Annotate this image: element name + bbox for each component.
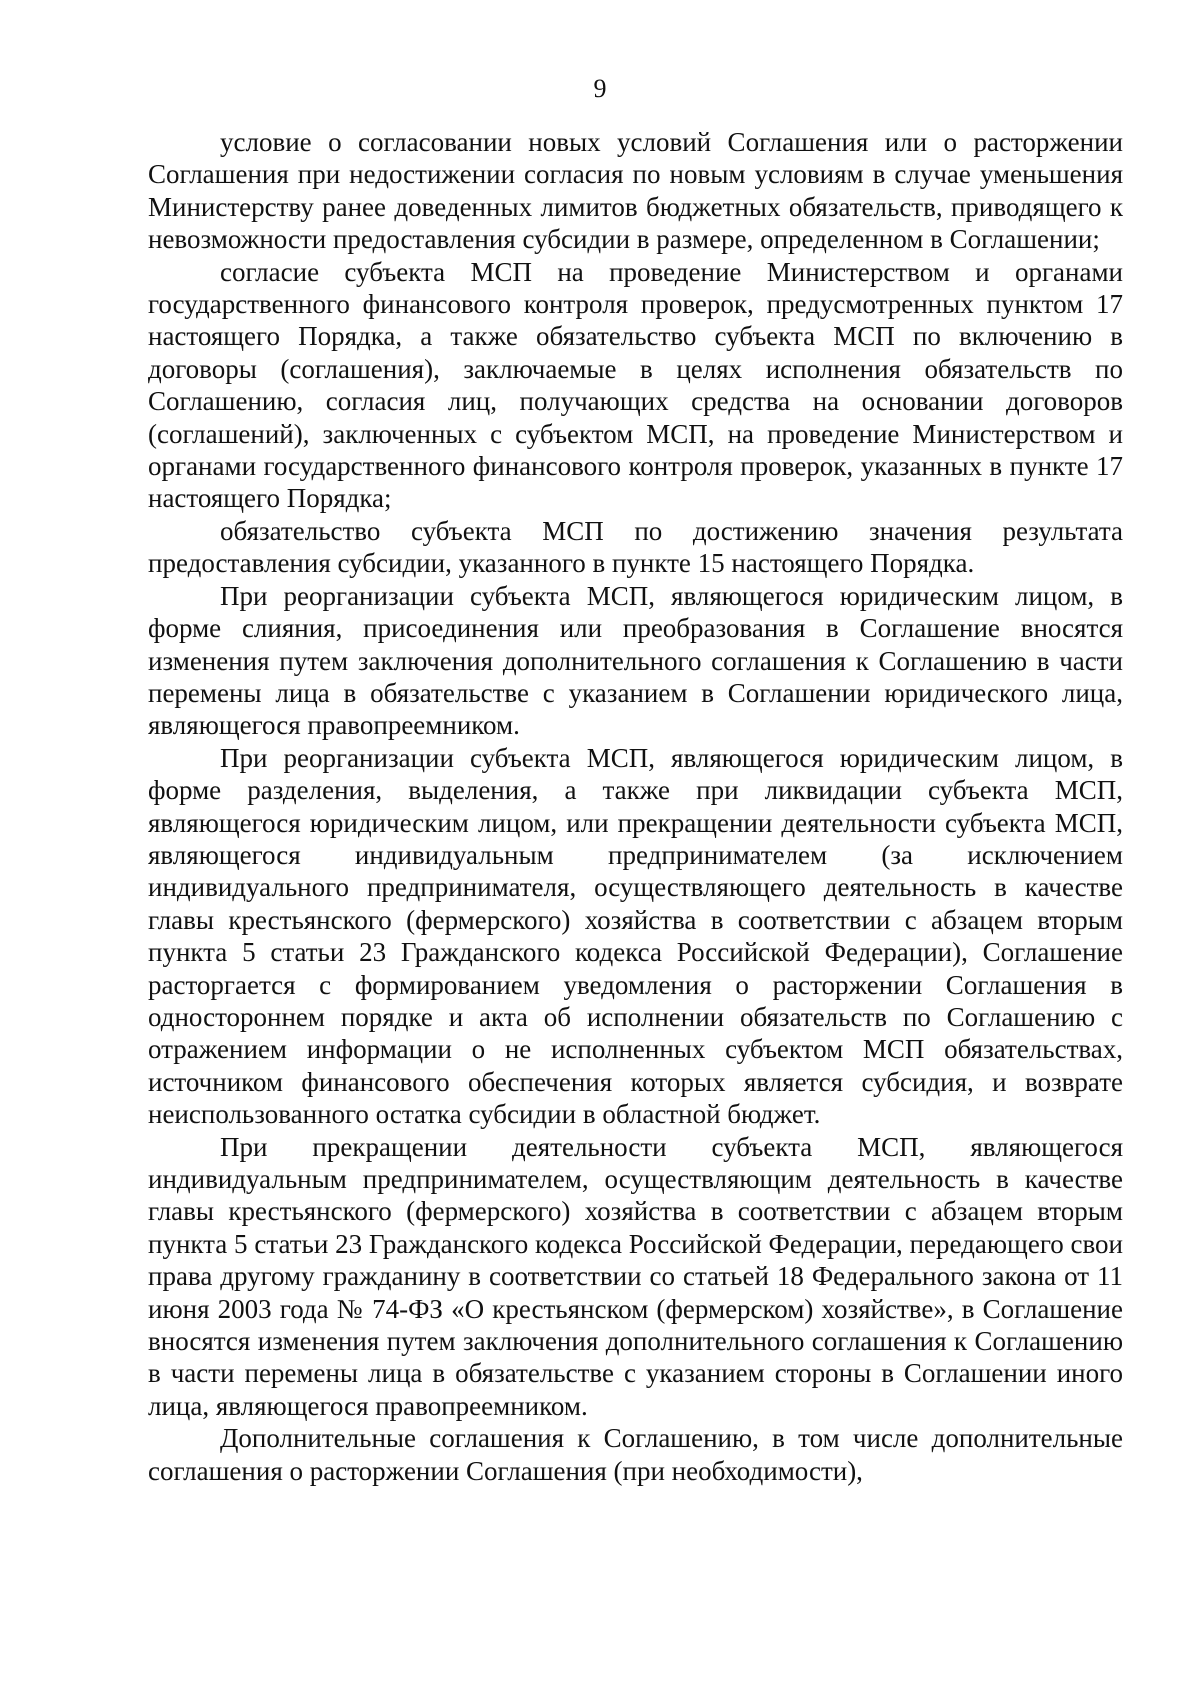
paragraph: условие о согласовании новых условий Соглашения или о расторжении Соглашения при недостижении согласия по новым условиям в случае уменьшения Министерству ранее доведенных лимитов бюджетных обязательств, приводящего к невозможности предоставления субсидии в размере, определенном в Соглашении; <box>148 127 1123 255</box>
document-body <box>148 126 1123 1487</box>
paragraph: Дополнительные соглашения к Соглашению, в том числе дополнительные соглашения о расторжении Соглашения (при необходимости), <box>148 1423 1123 1486</box>
paragraph: согласие субъекта МСП на проведение Министерством и органами государственного финансового контроля проверок, предусмотренных пунктом 17 настоящего Порядка, а также обязательство субъекта МСП по включению в договоры (соглашения), заключаемые в целях исполнения обязательств по Соглашению, согласия лиц, получающих средства на основании договоров (соглашений), заключенных с субъектом МСП, на проведение Министерством и органами государственного финансового контроля проверок, указанных в пункте 17 настоящего Порядка; <box>148 256 1123 514</box>
paragraph: При реорганизации субъекта МСП, являющегося юридическим лицом, в форме разделения, выделения, а также при ликвидации субъекта МСП, являющегося юридическим лицом, или прекращении деятельности субъекта МСП, являющегося индивидуальным предпринимателем (за исключением индивидуального предпринимателя, осуществляющего деятельность в качестве главы крестьянского (фермерского) хозяйства в соответствии с абзацем вторым пункта 5 статьи 23 Гражданского кодекса Российской Федерации), Соглашение расторгается с формированием уведомления о расторжении Соглашения в одностороннем порядке и акта об исполнении обязательств по Соглашению с отражением информации о не исполненных субъектом МСП обязательствах, источником финансового обеспечения которых является субсидия, и возврате неиспользованного остатка субсидии в областной бюджет. <box>148 742 1123 1130</box>
paragraph: При прекращении деятельности субъекта МСП, являющегося индивидуальным предпринимателем, осуществляющим деятельность в качестве главы крестьянского (фермерского) хозяйства в соответствии с абзацем вторым пункта 5 статьи 23 Гражданского кодекса Российской Федерации, передающего свои права другому гражданину в соответствии со статьей 18 Федерального закона от 11 июня 2003 года № 74-ФЗ «О крестьянском (фермерском) хозяйстве», в Соглашение вносятся изменения путем заключения дополнительного соглашения к Соглашению в части перемены лица в обязательстве с указанием стороны в Соглашении иного лица, являющегося правопреемником. <box>148 1131 1123 1421</box>
page-number: 9 <box>593 74 607 103</box>
paragraph: обязательство субъекта МСП по достижению значения результата предоставления субсидии, указанного в пункте 15 настоящего Порядка. <box>148 515 1123 579</box>
paragraph: При реорганизации субъекта МСП, являющегося юридическим лицом, в форме слияния, присоединения или преобразования в Соглашение вносятся изменения путем заключения дополнительного соглашения к Соглашению в части перемены лица в обязательстве с указанием в Соглашении юридического лица, являющегося правопреемником. <box>148 580 1123 741</box>
